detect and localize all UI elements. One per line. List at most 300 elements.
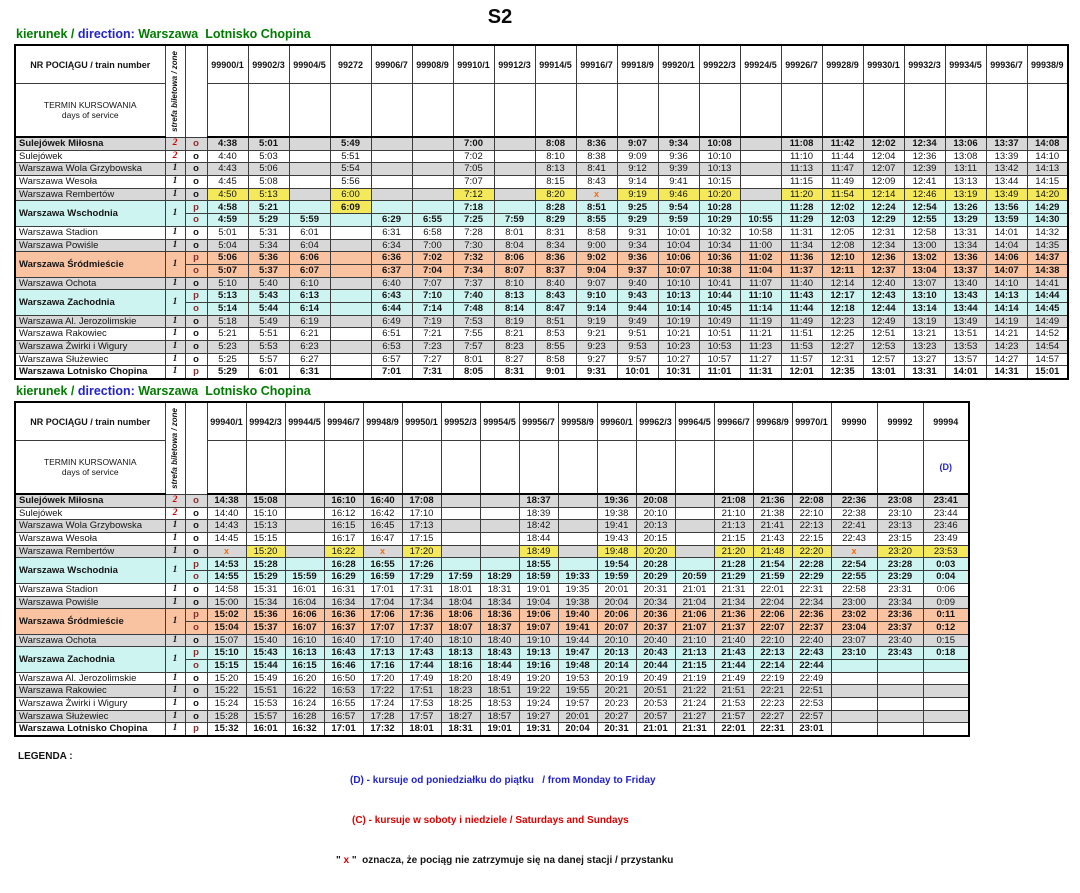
station-row — [15, 201, 1068, 214]
days-of-service-cell — [597, 441, 636, 495]
time-cell: 20:57 — [636, 710, 675, 723]
time-cell: 5:13 — [248, 188, 289, 201]
time-cell: 17:04 — [363, 596, 402, 609]
time-cell — [330, 328, 371, 341]
station-name-cell: Warszawa Al. Jerozolimskie — [15, 672, 165, 685]
station-row — [15, 634, 969, 647]
time-cell — [285, 507, 324, 520]
time-cell: 9:21 — [576, 328, 617, 341]
time-cell: 10:08 — [699, 137, 740, 150]
time-cell: 20:10 — [636, 507, 675, 520]
time-cell: 4:43 — [207, 163, 248, 176]
time-cell: 10:31 — [658, 366, 699, 379]
time-cell: 20:20 — [636, 545, 675, 558]
train-number-header: 99950/1 — [402, 402, 441, 441]
time-cell: 5:54 — [330, 163, 371, 176]
time-cell: 12:39 — [904, 163, 945, 176]
time-cell: 11:01 — [699, 366, 740, 379]
time-cell: 22:55 — [831, 571, 877, 584]
time-cell: 6:01 — [289, 226, 330, 239]
time-cell: 10:01 — [617, 366, 658, 379]
legend-lines — [336, 748, 1058, 893]
time-cell: 23:37 — [877, 621, 923, 634]
time-cell: 16:50 — [324, 672, 363, 685]
time-cell: 10:13 — [658, 290, 699, 303]
time-cell: 17:59 — [441, 571, 480, 584]
time-cell — [330, 353, 371, 366]
time-cell: 14:29 — [1027, 201, 1068, 214]
stop-type-cell: o — [185, 520, 207, 533]
time-cell: 19:47 — [558, 647, 597, 660]
time-cell: 6:31 — [371, 226, 412, 239]
time-cell: 19:01 — [519, 583, 558, 596]
time-cell — [412, 176, 453, 189]
zone-header-rotated-label: strefa biletowa / zone — [170, 50, 179, 132]
station-row — [15, 545, 969, 558]
time-cell: 7:19 — [412, 315, 453, 328]
time-cell: 21:15 — [714, 533, 753, 546]
time-cell: 11:28 — [781, 201, 822, 214]
time-cell: 9:51 — [617, 328, 658, 341]
time-cell: 8:14 — [494, 302, 535, 315]
time-cell — [330, 226, 371, 239]
time-cell: 18:20 — [441, 672, 480, 685]
time-cell: 9:07 — [576, 277, 617, 290]
time-cell: 12:49 — [863, 315, 904, 328]
time-cell: 19:38 — [558, 596, 597, 609]
time-cell: 13:56 — [986, 201, 1027, 214]
time-cell — [831, 672, 877, 685]
time-cell: 9:01 — [535, 366, 576, 379]
time-cell: 7:02 — [412, 252, 453, 265]
time-cell: 10:44 — [699, 290, 740, 303]
time-cell: 19:22 — [519, 685, 558, 698]
time-cell — [831, 698, 877, 711]
time-cell: 9:10 — [576, 290, 617, 303]
time-cell — [877, 710, 923, 723]
station-row — [15, 366, 1068, 379]
train-number-header: 99920/1 — [658, 45, 699, 84]
time-cell — [494, 163, 535, 176]
time-cell: 8:37 — [535, 264, 576, 277]
days-of-service-label — [15, 84, 165, 138]
time-cell: 8:40 — [535, 277, 576, 290]
days-of-service-cell — [658, 84, 699, 138]
time-cell: 14:13 — [986, 290, 1027, 303]
days-of-service-cell — [330, 84, 371, 138]
time-cell: 13:36 — [945, 252, 986, 265]
time-cell — [923, 685, 969, 698]
station-row — [15, 226, 1068, 239]
time-cell: 11:40 — [781, 277, 822, 290]
time-cell: 19:41 — [558, 621, 597, 634]
time-cell: 23:28 — [877, 558, 923, 571]
train-number-header: 99910/1 — [453, 45, 494, 84]
time-cell: 19:06 — [519, 609, 558, 622]
time-cell: 23:36 — [877, 609, 923, 622]
train-number-header: 99942/3 — [246, 402, 285, 441]
time-cell: 22:44 — [792, 659, 831, 672]
time-cell: 9:43 — [617, 290, 658, 303]
days-of-service-cell — [402, 441, 441, 495]
time-cell — [441, 545, 480, 558]
time-cell: 16:34 — [324, 596, 363, 609]
time-cell: 13:43 — [945, 290, 986, 303]
time-cell: 5:29 — [207, 366, 248, 379]
zone-cell: 1 — [165, 545, 185, 558]
time-cell: 5:23 — [207, 341, 248, 354]
time-cell: 22:14 — [753, 659, 792, 672]
time-cell — [441, 494, 480, 507]
time-cell: 12:04 — [863, 150, 904, 163]
time-cell: 10:10 — [699, 150, 740, 163]
time-cell: 12:09 — [863, 176, 904, 189]
stop-type-cell: o — [185, 302, 207, 315]
station-name-cell: Warszawa Służewiec — [15, 353, 165, 366]
time-cell: 9:29 — [617, 214, 658, 227]
time-cell: 15:01 — [1027, 366, 1068, 379]
days-of-service-cell — [753, 441, 792, 495]
time-cell — [289, 150, 330, 163]
time-cell: 15:28 — [246, 558, 285, 571]
days-of-service-cell — [207, 441, 246, 495]
stop-type-cell: o — [185, 226, 207, 239]
station-name-cell: Warszawa Rakowiec — [15, 328, 165, 341]
page-title: S2 — [487, 6, 513, 28]
time-cell: 15:40 — [246, 634, 285, 647]
time-cell: 20:53 — [636, 698, 675, 711]
time-cell: 10:13 — [699, 163, 740, 176]
time-cell: 17:29 — [402, 571, 441, 584]
days-of-service-pl: TERMIN KURSOWANIA — [43, 457, 137, 467]
time-cell: 11:00 — [740, 239, 781, 252]
time-cell: 14:04 — [986, 239, 1027, 252]
time-cell: 16:20 — [285, 672, 324, 685]
time-cell: 19:48 — [558, 659, 597, 672]
stop-type-cell: p — [185, 647, 207, 660]
time-cell: 18:53 — [480, 698, 519, 711]
time-cell: x — [576, 188, 617, 201]
days-of-service-cell — [822, 84, 863, 138]
time-cell: 8:10 — [535, 150, 576, 163]
time-cell: 20:31 — [636, 583, 675, 596]
time-cell: 17:51 — [402, 685, 441, 698]
time-cell: 7:30 — [453, 239, 494, 252]
time-cell: 17:28 — [363, 710, 402, 723]
time-cell: 14:52 — [1027, 328, 1068, 341]
station-name-cell: Warszawa Ochota — [15, 634, 165, 647]
time-cell: 10:28 — [699, 201, 740, 214]
time-cell: 12:41 — [904, 176, 945, 189]
time-cell: 18:27 — [441, 710, 480, 723]
time-cell: 16:47 — [363, 533, 402, 546]
time-cell: 11:57 — [781, 353, 822, 366]
zone-cell: 1 — [165, 634, 185, 647]
time-cell: 0:11 — [923, 609, 969, 622]
time-cell: 21:44 — [714, 659, 753, 672]
zone-cell: 1 — [165, 239, 185, 252]
time-cell: 17:01 — [324, 723, 363, 736]
train-number-header-label: NR POCIĄGU / train number — [15, 402, 165, 441]
time-cell: 9:12 — [617, 163, 658, 176]
station-row — [15, 188, 1068, 201]
time-cell — [480, 558, 519, 571]
time-cell: 17:43 — [402, 647, 441, 660]
days-of-service-cell — [617, 84, 658, 138]
time-cell: 22:36 — [792, 609, 831, 622]
time-cell: 0:03 — [923, 558, 969, 571]
legend-skip-text: " oznacza, że pociąg nie zatrzymuje się na danej stacji / przystanku — [349, 854, 674, 866]
train-number-header: 99958/9 — [558, 402, 597, 441]
time-cell — [330, 277, 371, 290]
time-cell: 20:08 — [636, 494, 675, 507]
station-name-cell: Sulejówek — [15, 150, 165, 163]
days-of-service-en: days of service — [61, 467, 119, 477]
train-number-header: 99938/9 — [1027, 45, 1068, 84]
time-cell: 13:01 — [863, 366, 904, 379]
train-number-header: 99908/9 — [412, 45, 453, 84]
time-cell: 21:59 — [753, 571, 792, 584]
train-number-header: 99932/3 — [904, 45, 945, 84]
time-cell: 21:54 — [753, 558, 792, 571]
days-of-service-cell — [986, 84, 1027, 138]
time-cell: 13:39 — [986, 150, 1027, 163]
time-cell: 14:37 — [1027, 252, 1068, 265]
train-number-header: 99948/9 — [363, 402, 402, 441]
time-cell: 8:20 — [535, 188, 576, 201]
stop-type-cell: o — [185, 315, 207, 328]
time-cell: 13:37 — [945, 264, 986, 277]
time-cell: 8:19 — [494, 315, 535, 328]
time-cell: 22:23 — [753, 698, 792, 711]
days-of-service-cell — [558, 441, 597, 495]
time-cell: 15:10 — [207, 647, 246, 660]
time-cell: 13:29 — [945, 214, 986, 227]
time-cell: 7:31 — [412, 366, 453, 379]
time-cell: 14:57 — [1027, 353, 1068, 366]
time-cell: 21:53 — [714, 698, 753, 711]
train-number-header: 99904/5 — [289, 45, 330, 84]
time-cell: 21:04 — [675, 596, 714, 609]
time-cell: 9:27 — [576, 353, 617, 366]
time-cell: 14:38 — [207, 494, 246, 507]
time-cell: 16:13 — [285, 647, 324, 660]
stop-type-cell: p — [185, 366, 207, 379]
direction-label: direction: — [74, 384, 135, 398]
stop-type-cell: p — [185, 290, 207, 303]
time-cell — [330, 315, 371, 328]
stop-type-cell: o — [185, 545, 207, 558]
time-cell: 7:27 — [412, 353, 453, 366]
time-cell: 5:10 — [207, 277, 248, 290]
time-cell: 16:59 — [363, 571, 402, 584]
direction-heading-1 — [16, 27, 1069, 41]
time-cell: 13:06 — [945, 137, 986, 150]
stop-type-cell: p — [185, 723, 207, 736]
time-cell: 18:23 — [441, 685, 480, 698]
time-cell: 12:58 — [904, 226, 945, 239]
time-cell: 10:32 — [699, 226, 740, 239]
time-cell: 8:10 — [494, 277, 535, 290]
time-cell: 23:07 — [831, 634, 877, 647]
time-cell: 23:29 — [877, 571, 923, 584]
stop-type-cell: o — [185, 685, 207, 698]
header-row-train-numbers — [15, 45, 1068, 84]
time-cell: 20:37 — [636, 621, 675, 634]
time-cell: 13:19 — [945, 188, 986, 201]
time-cell: 9:46 — [658, 188, 699, 201]
time-cell: 22:57 — [792, 710, 831, 723]
zone-cell: 1 — [165, 558, 185, 583]
time-cell: 9:49 — [617, 315, 658, 328]
time-cell — [289, 201, 330, 214]
time-cell — [289, 188, 330, 201]
train-number-header: 99940/1 — [207, 402, 246, 441]
time-cell: 17:34 — [402, 596, 441, 609]
days-of-service-cell — [904, 84, 945, 138]
time-cell: 14:32 — [1027, 226, 1068, 239]
station-row — [15, 277, 1068, 290]
time-cell: 14:45 — [207, 533, 246, 546]
kierunek-label: kierunek / — [16, 27, 75, 41]
time-cell: 23:34 — [877, 596, 923, 609]
time-cell: 8:13 — [535, 163, 576, 176]
station-row — [15, 353, 1068, 366]
time-cell: 18:13 — [441, 647, 480, 660]
time-cell — [740, 188, 781, 201]
time-cell: 18:29 — [480, 571, 519, 584]
time-cell: 19:59 — [597, 571, 636, 584]
time-cell: 15:20 — [246, 545, 285, 558]
time-cell: 14:15 — [1027, 176, 1068, 189]
time-cell: 23:13 — [877, 520, 923, 533]
station-name-cell: Warszawa Wschodnia — [15, 201, 165, 226]
direction-value: Warszawa Lotnisko Chopina — [134, 27, 311, 41]
time-cell: 21:31 — [714, 583, 753, 596]
station-name-cell: Warszawa Zachodnia — [15, 647, 165, 672]
time-cell: 14:10 — [986, 277, 1027, 290]
time-cell: x — [363, 545, 402, 558]
time-cell: 15:02 — [207, 609, 246, 622]
stop-type-cell: o — [185, 264, 207, 277]
time-cell: 8:08 — [535, 137, 576, 150]
time-cell: 18:44 — [519, 533, 558, 546]
time-cell: 21:07 — [675, 621, 714, 634]
time-cell: 14:53 — [207, 558, 246, 571]
time-cell: 21:13 — [714, 520, 753, 533]
time-cell: 16:40 — [363, 494, 402, 507]
time-cell: 15:29 — [246, 571, 285, 584]
station-row — [15, 163, 1068, 176]
time-cell: 23:53 — [923, 545, 969, 558]
days-of-service-cell: (D) — [923, 441, 969, 495]
legend-line-weekends: (C) - kursuje w soboty i niedziele / Saturdays and Sundays — [352, 814, 629, 826]
days-of-service-cell — [636, 441, 675, 495]
time-cell: 6:40 — [371, 277, 412, 290]
time-cell: 10:27 — [658, 353, 699, 366]
time-cell: 11:15 — [781, 176, 822, 189]
time-cell: 15:49 — [246, 672, 285, 685]
time-cell — [740, 163, 781, 176]
time-cell: 7:10 — [412, 290, 453, 303]
time-cell: 10:14 — [658, 302, 699, 315]
time-cell: 4:38 — [207, 137, 248, 150]
time-cell: 16:15 — [285, 659, 324, 672]
zone-cell: 1 — [165, 328, 185, 341]
stop-type-cell: o — [185, 672, 207, 685]
time-cell: 12:23 — [822, 315, 863, 328]
time-cell: 15:07 — [207, 634, 246, 647]
time-cell: 9:40 — [617, 277, 658, 290]
time-cell: 13:57 — [945, 353, 986, 366]
time-cell — [877, 672, 923, 685]
time-cell: 23:44 — [923, 507, 969, 520]
time-cell: 8:51 — [535, 315, 576, 328]
time-cell: 23:31 — [877, 583, 923, 596]
time-cell: 18:59 — [519, 571, 558, 584]
station-row — [15, 647, 969, 660]
time-cell: 22:49 — [792, 672, 831, 685]
time-cell: 5:51 — [248, 328, 289, 341]
train-number-header: 99916/7 — [576, 45, 617, 84]
time-cell: 12:34 — [904, 137, 945, 150]
time-cell: 22:38 — [831, 507, 877, 520]
stop-type-cell: o — [185, 698, 207, 711]
time-cell: 13:44 — [945, 302, 986, 315]
days-of-service-cell — [453, 84, 494, 138]
time-cell: 12:44 — [863, 302, 904, 315]
time-cell — [740, 137, 781, 150]
time-cell — [740, 201, 781, 214]
time-cell: 14:14 — [986, 302, 1027, 315]
time-cell: 21:38 — [753, 507, 792, 520]
time-cell: 23:10 — [831, 647, 877, 660]
time-cell: 7:40 — [453, 290, 494, 303]
stop-type-cell: p — [185, 609, 207, 622]
time-cell: 16:10 — [324, 494, 363, 507]
time-cell: 9:36 — [658, 150, 699, 163]
zone-cell: 1 — [165, 341, 185, 354]
time-cell: 0:18 — [923, 647, 969, 660]
time-cell: 14:23 — [986, 341, 1027, 354]
time-cell: 5:34 — [248, 239, 289, 252]
time-cell: 10:06 — [658, 252, 699, 265]
time-cell: 15:20 — [207, 672, 246, 685]
time-cell — [877, 659, 923, 672]
zone-cell: 2 — [165, 507, 185, 520]
time-cell: 12:14 — [863, 188, 904, 201]
time-cell: 10:45 — [699, 302, 740, 315]
time-cell: 7:23 — [412, 341, 453, 354]
time-cell: 5:57 — [248, 353, 289, 366]
days-of-service-pl: TERMIN KURSOWANIA — [43, 100, 137, 110]
time-cell: 5:31 — [248, 226, 289, 239]
time-cell — [675, 545, 714, 558]
timetable-grid — [14, 44, 1069, 380]
time-cell: 5:36 — [248, 252, 289, 265]
time-cell — [558, 520, 597, 533]
time-cell: 21:08 — [714, 494, 753, 507]
stop-type-cell: o — [185, 214, 207, 227]
train-number-header: 99970/1 — [792, 402, 831, 441]
train-number-header: 99964/5 — [675, 402, 714, 441]
train-number-header: 99902/3 — [248, 45, 289, 84]
stop-type-cell: o — [185, 571, 207, 584]
station-row — [15, 137, 1068, 150]
time-cell: 19:38 — [597, 507, 636, 520]
time-cell: 11:53 — [781, 341, 822, 354]
time-cell: 19:44 — [558, 634, 597, 647]
